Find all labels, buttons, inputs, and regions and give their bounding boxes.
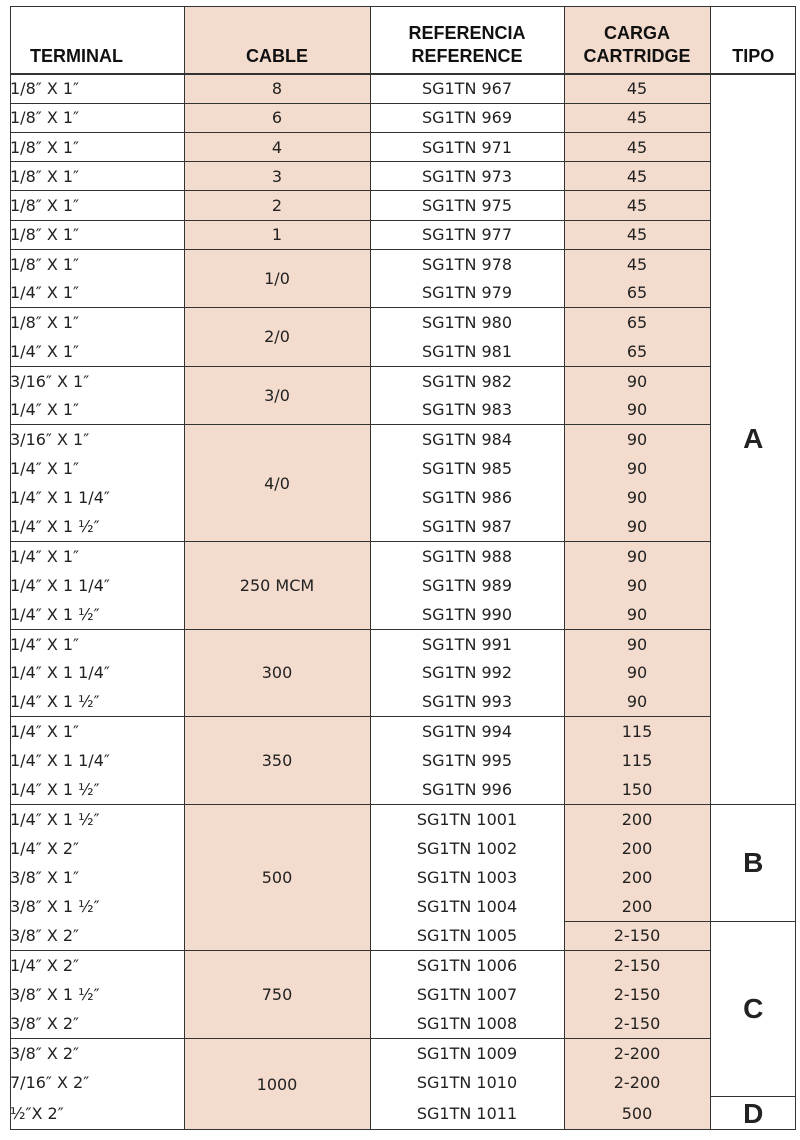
reference-cell: SG1TN 996	[421, 780, 513, 800]
cable-cell: 6	[184, 103, 370, 132]
terminal-cell: 3/16″ X 1″	[10, 366, 184, 395]
terminal-cell: 3/8″ X 1 ½″	[10, 984, 100, 1004]
reference-cell: SG1TN 978	[370, 249, 564, 278]
cartridge-cell: 90	[564, 395, 710, 424]
header-reference	[370, 6, 564, 74]
cable-cell: 4/0	[184, 425, 370, 542]
reference-cell: SG1TN 1003	[416, 868, 518, 888]
cartridge-cell: 65	[564, 308, 710, 337]
cartridge-cell: 90	[564, 454, 710, 483]
header-tipo: TIPO	[710, 6, 796, 74]
reference-cell: SG1TN 985	[421, 458, 513, 478]
terminal-cell: 1/4″ X 1″	[10, 717, 184, 746]
terminal-cell: 3/8″ X 2″	[10, 1038, 184, 1067]
table-row	[10, 1009, 796, 1038]
terminal-cell: 1/8″ X 1″	[10, 162, 184, 191]
cartridge-cell: 45	[564, 191, 710, 220]
reference-cell: SG1TN 1009	[370, 1038, 564, 1067]
header-row	[10, 6, 796, 74]
terminal-cell: 1/4″ X 1 1/4″	[10, 575, 110, 595]
table-row	[10, 571, 796, 600]
tipo-cell: B	[710, 804, 796, 921]
table-row	[10, 132, 796, 161]
cable-cell: 4	[184, 132, 370, 161]
cartridge-cell: 2-200	[564, 1038, 710, 1067]
table-row	[10, 162, 796, 191]
tipo-cell: D	[710, 1097, 796, 1130]
cartridge-cell: 90	[564, 366, 710, 395]
reference-cell: SG1TN 981	[421, 341, 513, 361]
reference-cell: SG1TN 1001	[370, 804, 564, 833]
cable-cell: 350	[184, 717, 370, 805]
terminal-cell: 1/4″ X 1″	[10, 458, 80, 478]
table-row	[10, 658, 796, 687]
cable-cell: 1000	[184, 1038, 370, 1130]
reference-cell: SG1TN 982	[370, 366, 564, 395]
terminal-cell: 1/4″ X 2″	[10, 838, 80, 858]
cable-terminal-spec-table	[10, 6, 796, 1130]
cartridge-cell: 90	[564, 542, 710, 571]
table-row	[10, 688, 796, 717]
table-row	[10, 717, 796, 746]
cartridge-cell: 45	[564, 220, 710, 249]
cartridge-cell: 45	[564, 132, 710, 161]
reference-cell: SG1TN 1010	[416, 1072, 518, 1092]
cable-cell: 2/0	[184, 308, 370, 366]
terminal-cell: 1/8″ X 1″	[10, 220, 184, 249]
terminal-cell: 1/8″ X 1″	[10, 249, 184, 278]
terminal-cell: 1/4″ X 1″	[10, 341, 80, 361]
reference-cell: SG1TN 994	[370, 717, 564, 746]
terminal-cell: 1/4″ X 1″	[10, 283, 80, 303]
table-row	[10, 834, 796, 863]
cartridge-cell: 150	[564, 775, 710, 804]
reference-cell: SG1TN 984	[370, 425, 564, 454]
table-row	[10, 191, 796, 220]
cable-cell: 2	[184, 191, 370, 220]
cartridge-cell: 2-150	[564, 951, 710, 980]
reference-cell: SG1TN 969	[370, 103, 564, 132]
cartridge-cell: 200	[564, 834, 710, 863]
reference-cell: SG1TN 1002	[416, 838, 518, 858]
cartridge-cell: 2-150	[564, 921, 710, 950]
cartridge-cell: 45	[564, 74, 710, 103]
table-row	[10, 980, 796, 1009]
terminal-cell: 1/8″ X 1″	[10, 191, 184, 220]
cable-cell: 750	[184, 951, 370, 1039]
cartridge-cell: 90	[564, 658, 710, 687]
reference-cell: SG1TN 1004	[416, 897, 518, 917]
reference-cell: SG1TN 983	[421, 400, 513, 420]
reference-cell: SG1TN 973	[370, 162, 564, 191]
reference-cell: SG1TN 977	[370, 220, 564, 249]
terminal-cell: 1/4″ X 1 1/4″	[10, 751, 110, 771]
cartridge-cell: 2-150	[564, 980, 710, 1009]
reference-cell: SG1TN 990	[421, 604, 513, 624]
table-row	[10, 74, 796, 103]
reference-cell: SG1TN 995	[421, 751, 513, 771]
terminal-cell: 1/8″ X 1″	[10, 132, 184, 161]
terminal-cell: 1/4″ X 1″	[10, 400, 80, 420]
table-row	[10, 308, 796, 337]
reference-cell: SG1TN 1011	[416, 1103, 518, 1123]
table-row	[10, 366, 796, 395]
table-row	[10, 600, 796, 629]
table-row	[10, 249, 796, 278]
cartridge-cell: 115	[564, 746, 710, 775]
terminal-cell: 1/4″ X 1 1/4″	[10, 488, 110, 508]
cartridge-cell: 65	[564, 279, 710, 308]
table-row	[10, 775, 796, 804]
table-row	[10, 483, 796, 512]
reference-cell: SG1TN 975	[370, 191, 564, 220]
terminal-cell: 1/4″ X 1 ½″	[10, 517, 100, 537]
terminal-cell: 1/4″ X 1″	[10, 542, 184, 571]
terminal-cell: 1/4″ X 1 ½″	[10, 804, 184, 833]
reference-cell: SG1TN 989	[421, 575, 513, 595]
cartridge-cell: 90	[564, 571, 710, 600]
cable-cell: 3	[184, 162, 370, 191]
cartridge-cell: 500	[564, 1097, 710, 1130]
cartridge-cell: 45	[564, 103, 710, 132]
table-row	[10, 220, 796, 249]
header-cartridge-label: CARTRIDGE	[583, 46, 691, 66]
cartridge-cell: 115	[564, 717, 710, 746]
tipo-cell: C	[710, 921, 796, 1096]
table-row	[10, 746, 796, 775]
cartridge-cell: 90	[564, 600, 710, 629]
table-body	[10, 74, 796, 1130]
reference-cell: SG1TN 980	[370, 308, 564, 337]
table-row	[10, 921, 796, 950]
reference-cell: SG1TN 991	[370, 629, 564, 658]
cartridge-cell: 45	[564, 249, 710, 278]
table-row	[10, 1038, 796, 1067]
header-terminal: TERMINAL	[10, 6, 184, 74]
table-row	[10, 951, 796, 980]
cartridge-cell: 200	[564, 863, 710, 892]
table-row	[10, 454, 796, 483]
terminal-cell: 3/8″ X 2″	[10, 926, 80, 946]
reference-cell: SG1TN 971	[370, 132, 564, 161]
terminal-cell: 1/4″ X 1 1/4″	[10, 663, 110, 683]
terminal-cell: 1/8″ X 1″	[10, 308, 184, 337]
cable-cell: 500	[184, 804, 370, 950]
reference-cell: SG1TN 988	[370, 542, 564, 571]
cartridge-cell: 200	[564, 804, 710, 833]
table-row	[10, 103, 796, 132]
header-reference-label: REFERENCE	[411, 46, 523, 66]
header-cable: CABLE	[184, 6, 370, 74]
terminal-cell: ½″X 2″	[10, 1103, 64, 1123]
terminal-cell: 1/4″ X 1″	[10, 629, 184, 658]
cartridge-cell: 45	[564, 162, 710, 191]
cartridge-cell: 90	[564, 629, 710, 658]
table-row	[10, 629, 796, 658]
header-cartridge	[564, 6, 710, 74]
reference-cell: SG1TN 993	[421, 692, 513, 712]
header-referencia-label: REFERENCIA	[408, 23, 526, 43]
cartridge-cell: 65	[564, 337, 710, 366]
cartridge-cell: 2-200	[564, 1067, 710, 1096]
header-carga-label: CARGA	[604, 23, 670, 43]
reference-cell: SG1TN 1006	[370, 951, 564, 980]
cartridge-cell: 2-150	[564, 1009, 710, 1038]
table-row	[10, 542, 796, 571]
reference-cell: SG1TN 992	[421, 663, 513, 683]
terminal-cell: 1/8″ X 1″	[10, 79, 80, 99]
reference-cell: SG1TN 986	[421, 488, 513, 508]
table-row	[10, 395, 796, 424]
table-row	[10, 337, 796, 366]
terminal-cell: 3/16″ X 1″	[10, 425, 184, 454]
cable-cell: 300	[184, 629, 370, 717]
cartridge-cell: 90	[564, 688, 710, 717]
table-row	[10, 279, 796, 308]
terminal-cell: 3/8″ X 2″	[10, 1013, 80, 1033]
reference-cell: SG1TN 1005	[416, 926, 518, 946]
terminal-cell: 1/4″ X 1 ½″	[10, 692, 100, 712]
reference-cell: SG1TN 1007	[416, 984, 518, 1004]
terminal-cell: 3/8″ X 1 ½″	[10, 897, 100, 917]
cable-cell: 250 MCM	[184, 542, 370, 630]
cartridge-cell: 90	[564, 483, 710, 512]
table-row	[10, 1067, 796, 1096]
table-row	[10, 863, 796, 892]
table-row	[10, 425, 796, 454]
terminal-cell: 1/4″ X 1 ½″	[10, 604, 100, 624]
cable-cell: 1/0	[184, 249, 370, 307]
table-row	[10, 892, 796, 921]
table-row	[10, 1097, 796, 1130]
tipo-cell: A	[710, 74, 796, 804]
reference-cell: SG1TN 979	[421, 283, 513, 303]
reference-cell: SG1TN 987	[421, 517, 513, 537]
cartridge-cell: 200	[564, 892, 710, 921]
terminal-cell: 3/8″ X 1″	[10, 868, 80, 888]
terminal-cell: 1/4″ X 1 ½″	[10, 780, 100, 800]
cable-cell: 1	[184, 220, 370, 249]
cartridge-cell: 90	[564, 425, 710, 454]
terminal-cell: 1/4″ X 2″	[10, 951, 184, 980]
reference-cell: SG1TN 967	[421, 79, 513, 99]
cable-cell: 8	[184, 74, 370, 103]
table-row	[10, 804, 796, 833]
reference-cell: SG1TN 1008	[416, 1013, 518, 1033]
terminal-cell: 1/8″ X 1″	[10, 103, 184, 132]
terminal-cell: 7/16″ X 2″	[10, 1072, 90, 1092]
cartridge-cell: 90	[564, 512, 710, 541]
table-row	[10, 512, 796, 541]
cable-cell: 3/0	[184, 366, 370, 424]
